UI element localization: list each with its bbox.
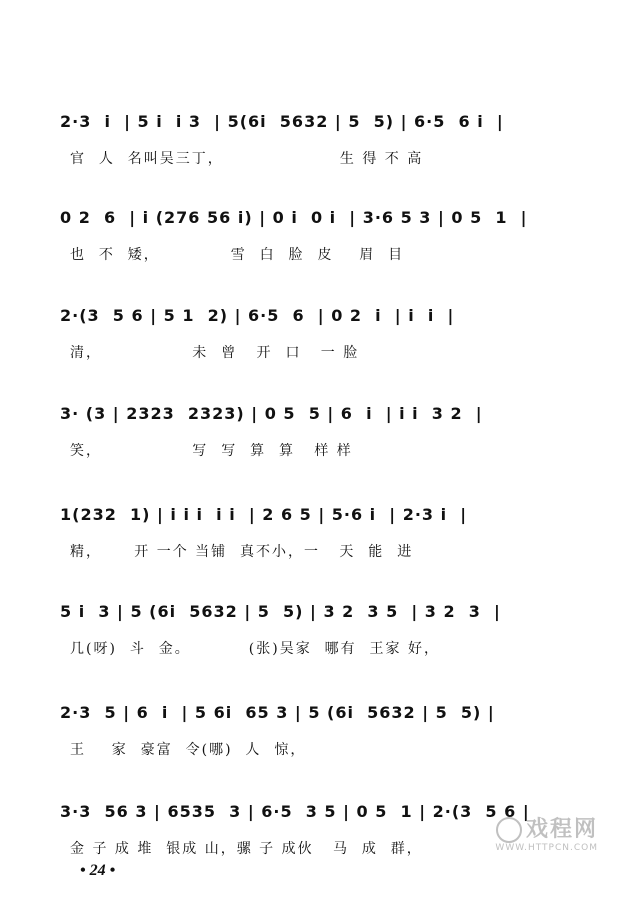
lyric-row: 王 家 豪富 令(哪) 人 惊， [70,742,307,758]
notation-row: 5 i 3 | 5 (6i 5632 | 5 5) | 3 2 3 5 | 3 2 3 | [60,602,501,621]
notation-row: 3· (3 | 2323 2323) | 0 5 5 | 6 i | i i 3 2 | [60,404,483,423]
lyric-row: 官 人 名叫吴三丁， 生 得 不 高 [70,151,424,167]
notation-row: 2·(3 5 6 | 5 1 2) | 6·5 6 | 0 2 i | i i | [60,306,455,325]
logo-mark-icon [496,817,522,843]
lyric-row: 笑， 写 写 算 算 样 样 [70,443,353,459]
notation-row: 2·3 i | 5 i i 3 | 5(6i 5632 | 5 5) | 6·5 6 i | [60,112,504,131]
watermark-url: WWW.HTTPCN.COM [495,843,598,853]
notation-row: 2·3 5 | 6 i | 5 6i 65 3 | 5 (6i 5632 | 5 5) | [60,703,495,722]
notation-row: 1(232 1) | i i i i i | 2 6 5 | 5·6 i | 2·3 i | [60,505,468,524]
lyric-row: 精， 开 一个 当铺 真不小，一 天 能 进 [70,544,414,560]
notation-row: 3·3 56 3 | 6535 3 | 6·5 3 5 | 0 5 1 | 2·(3 5 6 | [60,802,530,821]
watermark [495,812,598,853]
notation-row: 0 2 6 | i (276 56 i) | 0 i 0 i | 3·6 5 3 | 0 5 1 | [60,208,528,227]
watermark-logo: 戏程网 [495,812,598,843]
lyric-row: 清， 未 曾 开 口 一 脸 [70,345,360,361]
page-number: • 24 • [80,862,116,879]
lyric-row: 也 不 矮， 雪 白 脸 皮 眉 目 [70,247,405,263]
lyric-row: 几(呀) 斗 金。 (张)吴家 哪有 王家 好， [70,641,440,657]
lyric-row: 金 子 成 堆 银成 山，骡 子 成伙 马 成 群， [70,841,423,857]
